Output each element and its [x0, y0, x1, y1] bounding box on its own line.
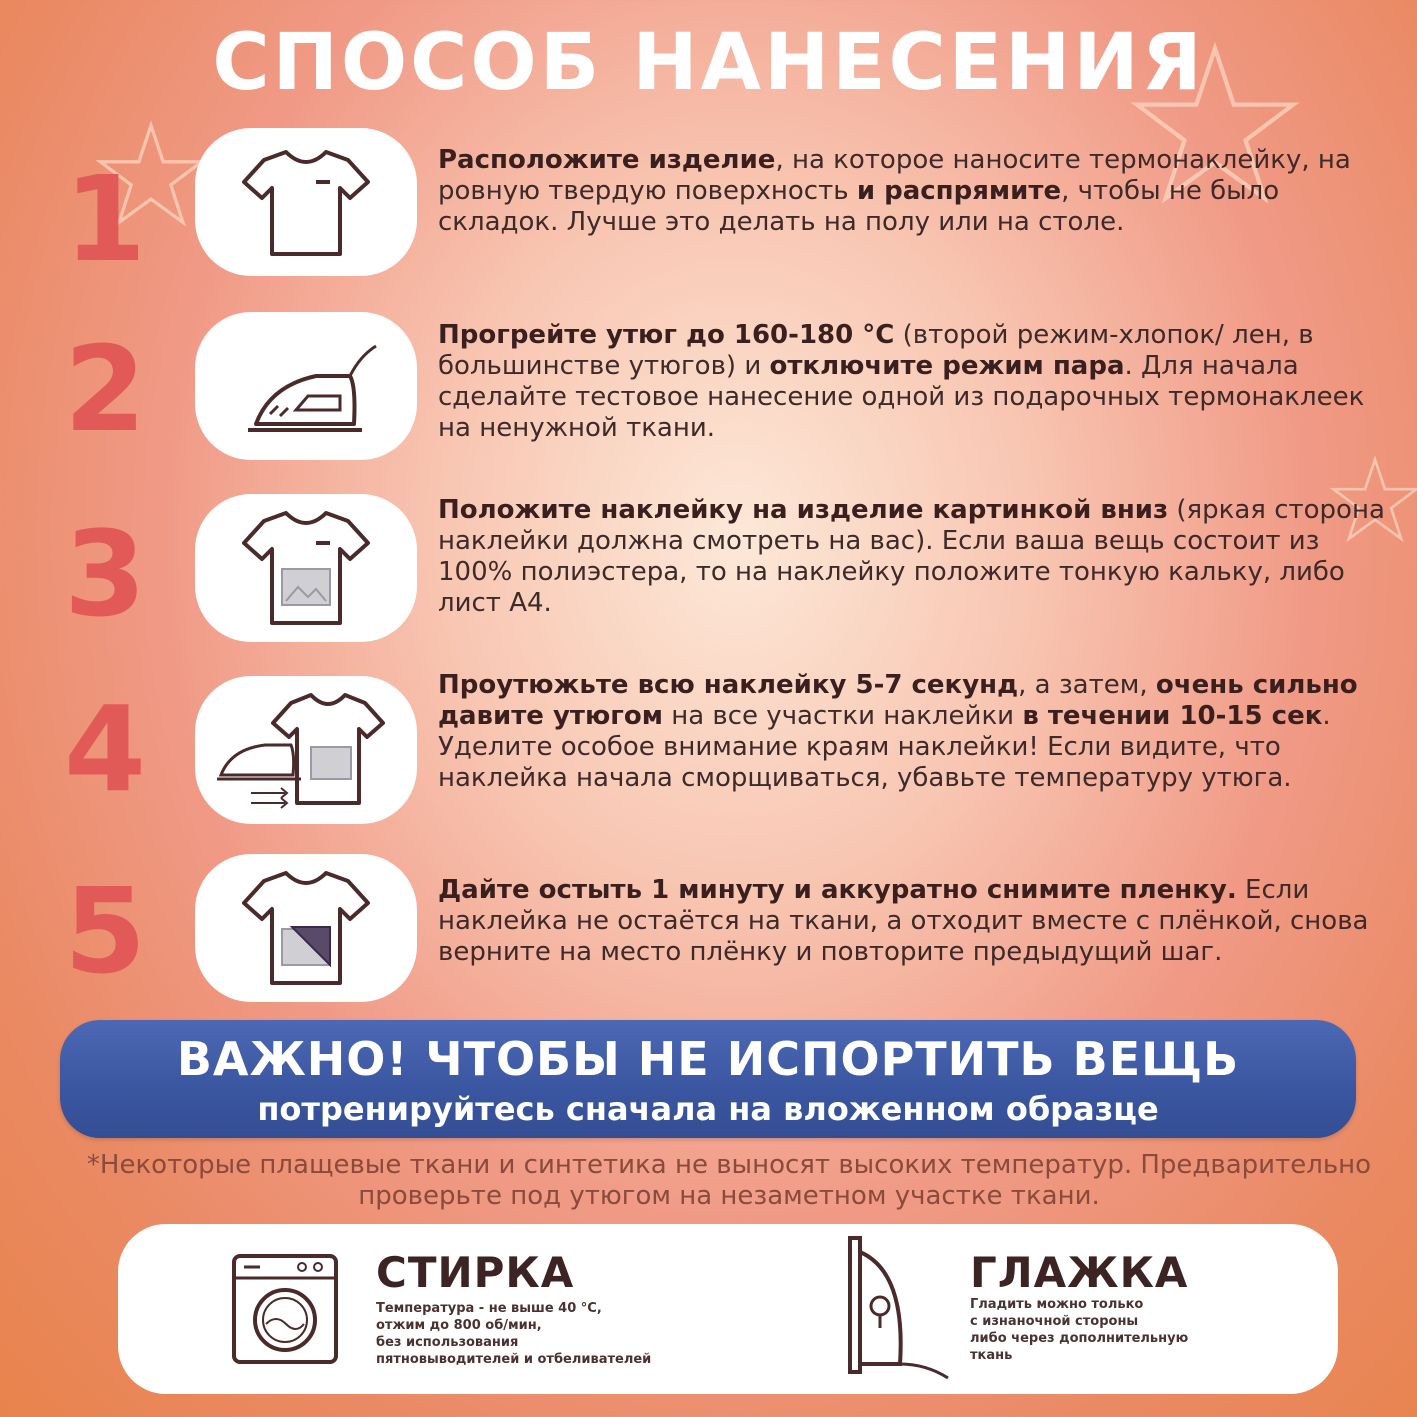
step-icon-card	[195, 494, 417, 642]
tshirt-ironing-icon	[211, 685, 401, 815]
step-text-regular: на все участки наклейки	[662, 701, 1023, 731]
step-icon-card	[195, 676, 417, 824]
banner-subline: потренируйтесь сначала на вложенном образце	[257, 1090, 1159, 1128]
footnote: *Некоторые плащевые ткани и синтетика не выносят высоких температур. Предварительно проверьте под утюгом на незаметном участке ткани.	[86, 1150, 1372, 1211]
step-text-bold: отключите режим пара	[769, 351, 1125, 381]
step-text	[438, 875, 1388, 968]
step-text-regular: , а затем,	[1018, 670, 1156, 700]
iron-upright-icon	[836, 1232, 966, 1382]
step-number: 3	[63, 505, 147, 643]
banner-headline: ВАЖНО! ЧТОБЫ НЕ ИСПОРТИТЬ ВЕЩЬ	[176, 1032, 1240, 1086]
step-number: 5	[63, 862, 147, 1000]
step-icon-card	[195, 854, 417, 1002]
tshirt-peel-icon	[236, 863, 376, 993]
iron-title: ГЛАЖКА	[970, 1248, 1189, 1297]
page-title: СПОСОБ НАНЕСЕНИЯ	[212, 18, 1205, 108]
step-number: 1	[63, 150, 147, 288]
step-text-bold: очень сильно давите утюгом	[438, 670, 1358, 731]
step-text-regular: Если наклейка не остаётся на ткани, а отходит вместе с плёнкой, снова верните на место плёнку и повторите предыдущий шаг.	[438, 875, 1369, 967]
step-text-bold: Положите наклейку на изделие картинкой вниз	[438, 495, 1169, 525]
step-text	[438, 320, 1388, 444]
care-instructions-card	[118, 1224, 1338, 1394]
step-text-regular: . Уделите особое внимание краям наклейки! Если видите, что наклейка начала сморщиваться, убавьте температуру утюга.	[438, 701, 1331, 793]
step-icon-card	[195, 312, 417, 460]
step-text-regular: , чтобы не было складок. Лучше это делать на полу или на столе.	[438, 176, 1280, 237]
step-text-bold: в течении 10-15 сек	[1022, 701, 1323, 731]
iron-description: Гладить можно только с изнаночной стороны либо через дополнительную ткань	[970, 1297, 1189, 1363]
iron-icon	[226, 326, 386, 446]
step-text-regular: , на которое наносите термонаклейку, на ровную твердую поверхность	[438, 145, 1351, 206]
step-text-bold: Расположите изделие	[438, 145, 776, 175]
step-text-bold: Прогрейте утюг до 160-180 °C	[438, 320, 895, 350]
step-text-regular: . Для начала сделайте тестовое нанесение одной из подарочных термонаклеек на ненужной ткани.	[438, 351, 1365, 443]
step-text-regular: (второй режим-хлопок/ лен, в большинстве утюгов) и	[438, 320, 1314, 381]
step-number: 2	[63, 320, 147, 458]
step-text	[438, 670, 1388, 794]
step-text-regular: (яркая сторона наклейки должна смотреть на вас). Если ваша вещь состоит из 100% полиэстера, то на наклейку положите тонкую кальку, либо лист А4.	[438, 495, 1385, 618]
wash-description: Температура - не выше 40 °C, отжим до 800 об/мин, без использования пятновыводителей и отбеливателей	[376, 1301, 652, 1367]
step-text-bold: и распрямите	[856, 176, 1062, 206]
step-number: 4	[63, 680, 147, 818]
step-icon-card	[195, 128, 417, 276]
step-text	[438, 495, 1388, 619]
tshirt-sticker-icon	[236, 503, 376, 633]
wash-title: СТИРКА	[376, 1248, 575, 1297]
step-text-bold: Дайте остыть 1 минуту и аккуратно снимите пленку.	[438, 875, 1237, 905]
tshirt-icon	[236, 142, 376, 262]
step-text	[438, 145, 1388, 238]
step-text-bold: Проутюжьте всю наклейку 5-7 секунд	[438, 670, 1019, 700]
warning-banner	[60, 1020, 1356, 1138]
washing-machine-icon	[230, 1252, 340, 1366]
